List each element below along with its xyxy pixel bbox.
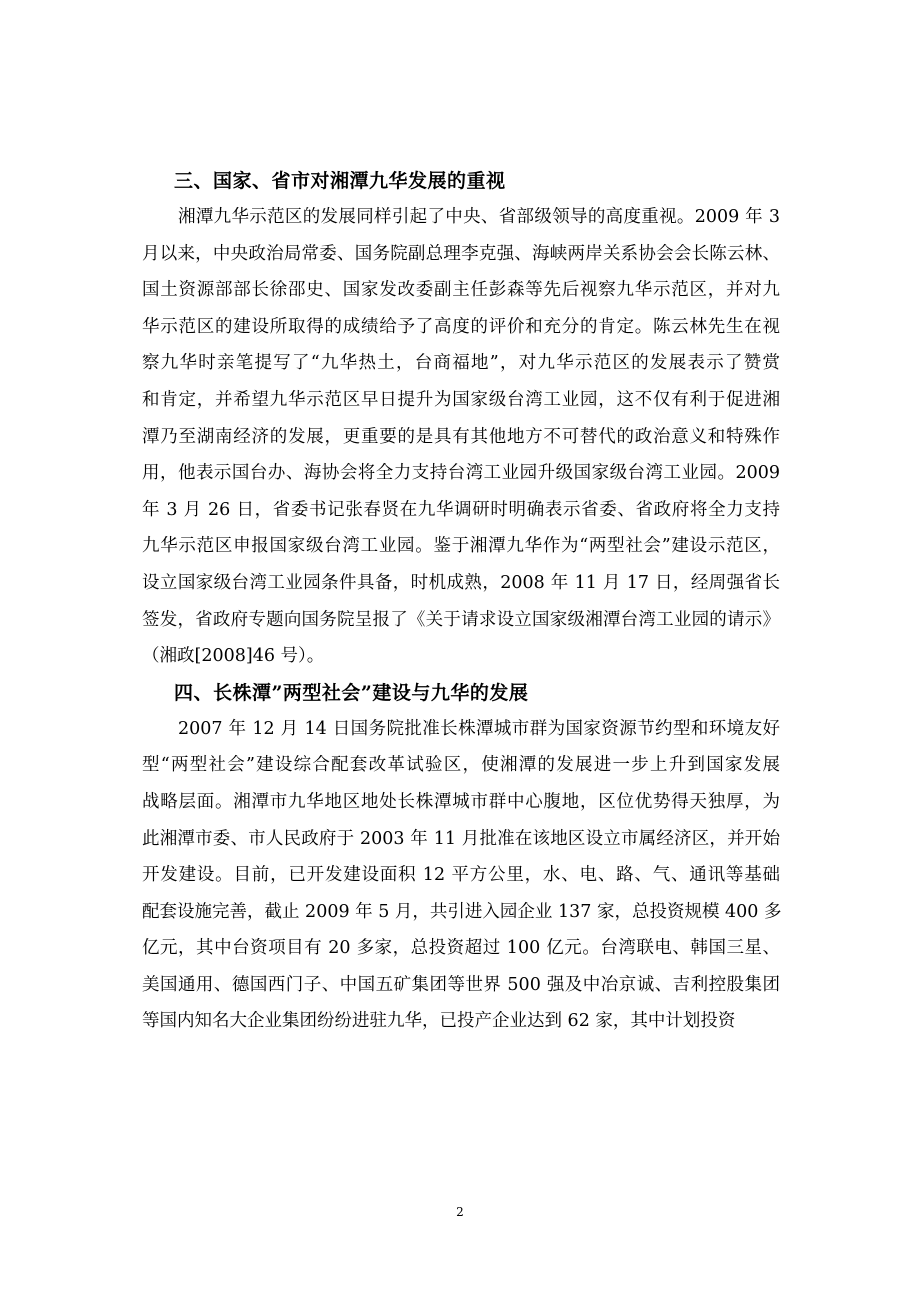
section-heading-3: 三、国家、省市对湘潭九华发展的重视	[174, 170, 506, 192]
document-body	[142, 163, 780, 1040]
text-line: 开发建设。目前，已开发建设面积 12 平方公里，水、电、路、气、通讯等基础	[142, 865, 780, 886]
section-paragraph-4	[142, 711, 780, 1040]
text-line: 月以来，中央政治局常委、国务院副总理李克强、海峡两岸关系协会会长陈云林、	[142, 243, 780, 264]
text-line: 设立国家级台湾工业园条件具备，时机成熟，2008 年 11 月 17 日，经周强省长	[142, 572, 780, 593]
text-line: （湘政[2008]46 号）。	[142, 646, 325, 667]
section-heading-4: 四、长株潭”两型社会”建设与九华的发展	[174, 681, 529, 704]
text-line: 湘潭九华示范区的发展同样引起了中央、省部级领导的高度重视。2009 年 3	[178, 207, 780, 227]
text-line: 亿元，其中台资项目有 20 多家，总投资超过 100 亿元。台湾联电、韩国三星、	[142, 938, 780, 959]
text-line: 国土资源部部长徐邵史、国家发改委副主任彭森等先后视察九华示范区，并对九	[142, 280, 780, 301]
text-line: 美国通用、德国西门子、中国五矿集团等世界 500 强及中冶京诚、吉利控股集团	[142, 974, 780, 995]
text-line: 等国内知名大企业集团纷纷进驻九华，已投产企业达到 62 家，其中计划投资	[142, 1011, 736, 1032]
text-line: 2007 年 12 月 14 日国务院批准长株潭城市群为国家资源节约型和环境友好	[178, 718, 780, 739]
text-line: 华示范区的建设所取得的成绩给予了高度的评价和充分的肯定。陈云林先生在视	[142, 316, 780, 337]
text-line: 配套设施完善，截止 2009 年 5 月，共引进入园企业 137 家，总投资规模 400 多	[142, 901, 782, 922]
text-line: 签发，省政府专题向国务院呈报了《关于请求设立国家级湘潭台湾工业园的请示》	[142, 609, 780, 630]
text-line: 察九华时亲笔提写了“九华热土，台商福地”，对九华示范区的发展表示了赞赏	[142, 353, 780, 374]
text-line: 用，他表示国台办、海协会将全力支持台湾工业园升级国家级台湾工业园。2009	[142, 463, 780, 484]
text-line: 和肯定，并希望九华示范区早日提升为国家级台湾工业园，这不仅有利于促进湘	[142, 389, 780, 410]
text-line: 型“两型社会”建设综合配套改革试验区，使湘潭的发展进一步上升到国家发展	[142, 755, 780, 776]
page-number: 2	[456, 1205, 464, 1219]
text-line: 此湘潭市委、市人民政府于 2003 年 11 月批准在该地区设立市属经济区，并开始	[142, 828, 780, 849]
text-line: 年 3 月 26 日，省委书记张春贤在九华调研时明确表示省委、省政府将全力支持	[142, 499, 780, 520]
section-paragraph-3	[142, 199, 780, 675]
text-line: 九华示范区申报国家级台湾工业园。鉴于湘潭九华作为“两型社会”建设示范区，	[142, 536, 780, 557]
text-line: 潭乃至湖南经济的发展，更重要的是具有其他地方不可替代的政治意义和特殊作	[142, 426, 780, 447]
text-line: 战略层面。湘潭市九华地区地处长株潭城市群中心腹地，区位优势得天独厚，为	[142, 791, 780, 812]
